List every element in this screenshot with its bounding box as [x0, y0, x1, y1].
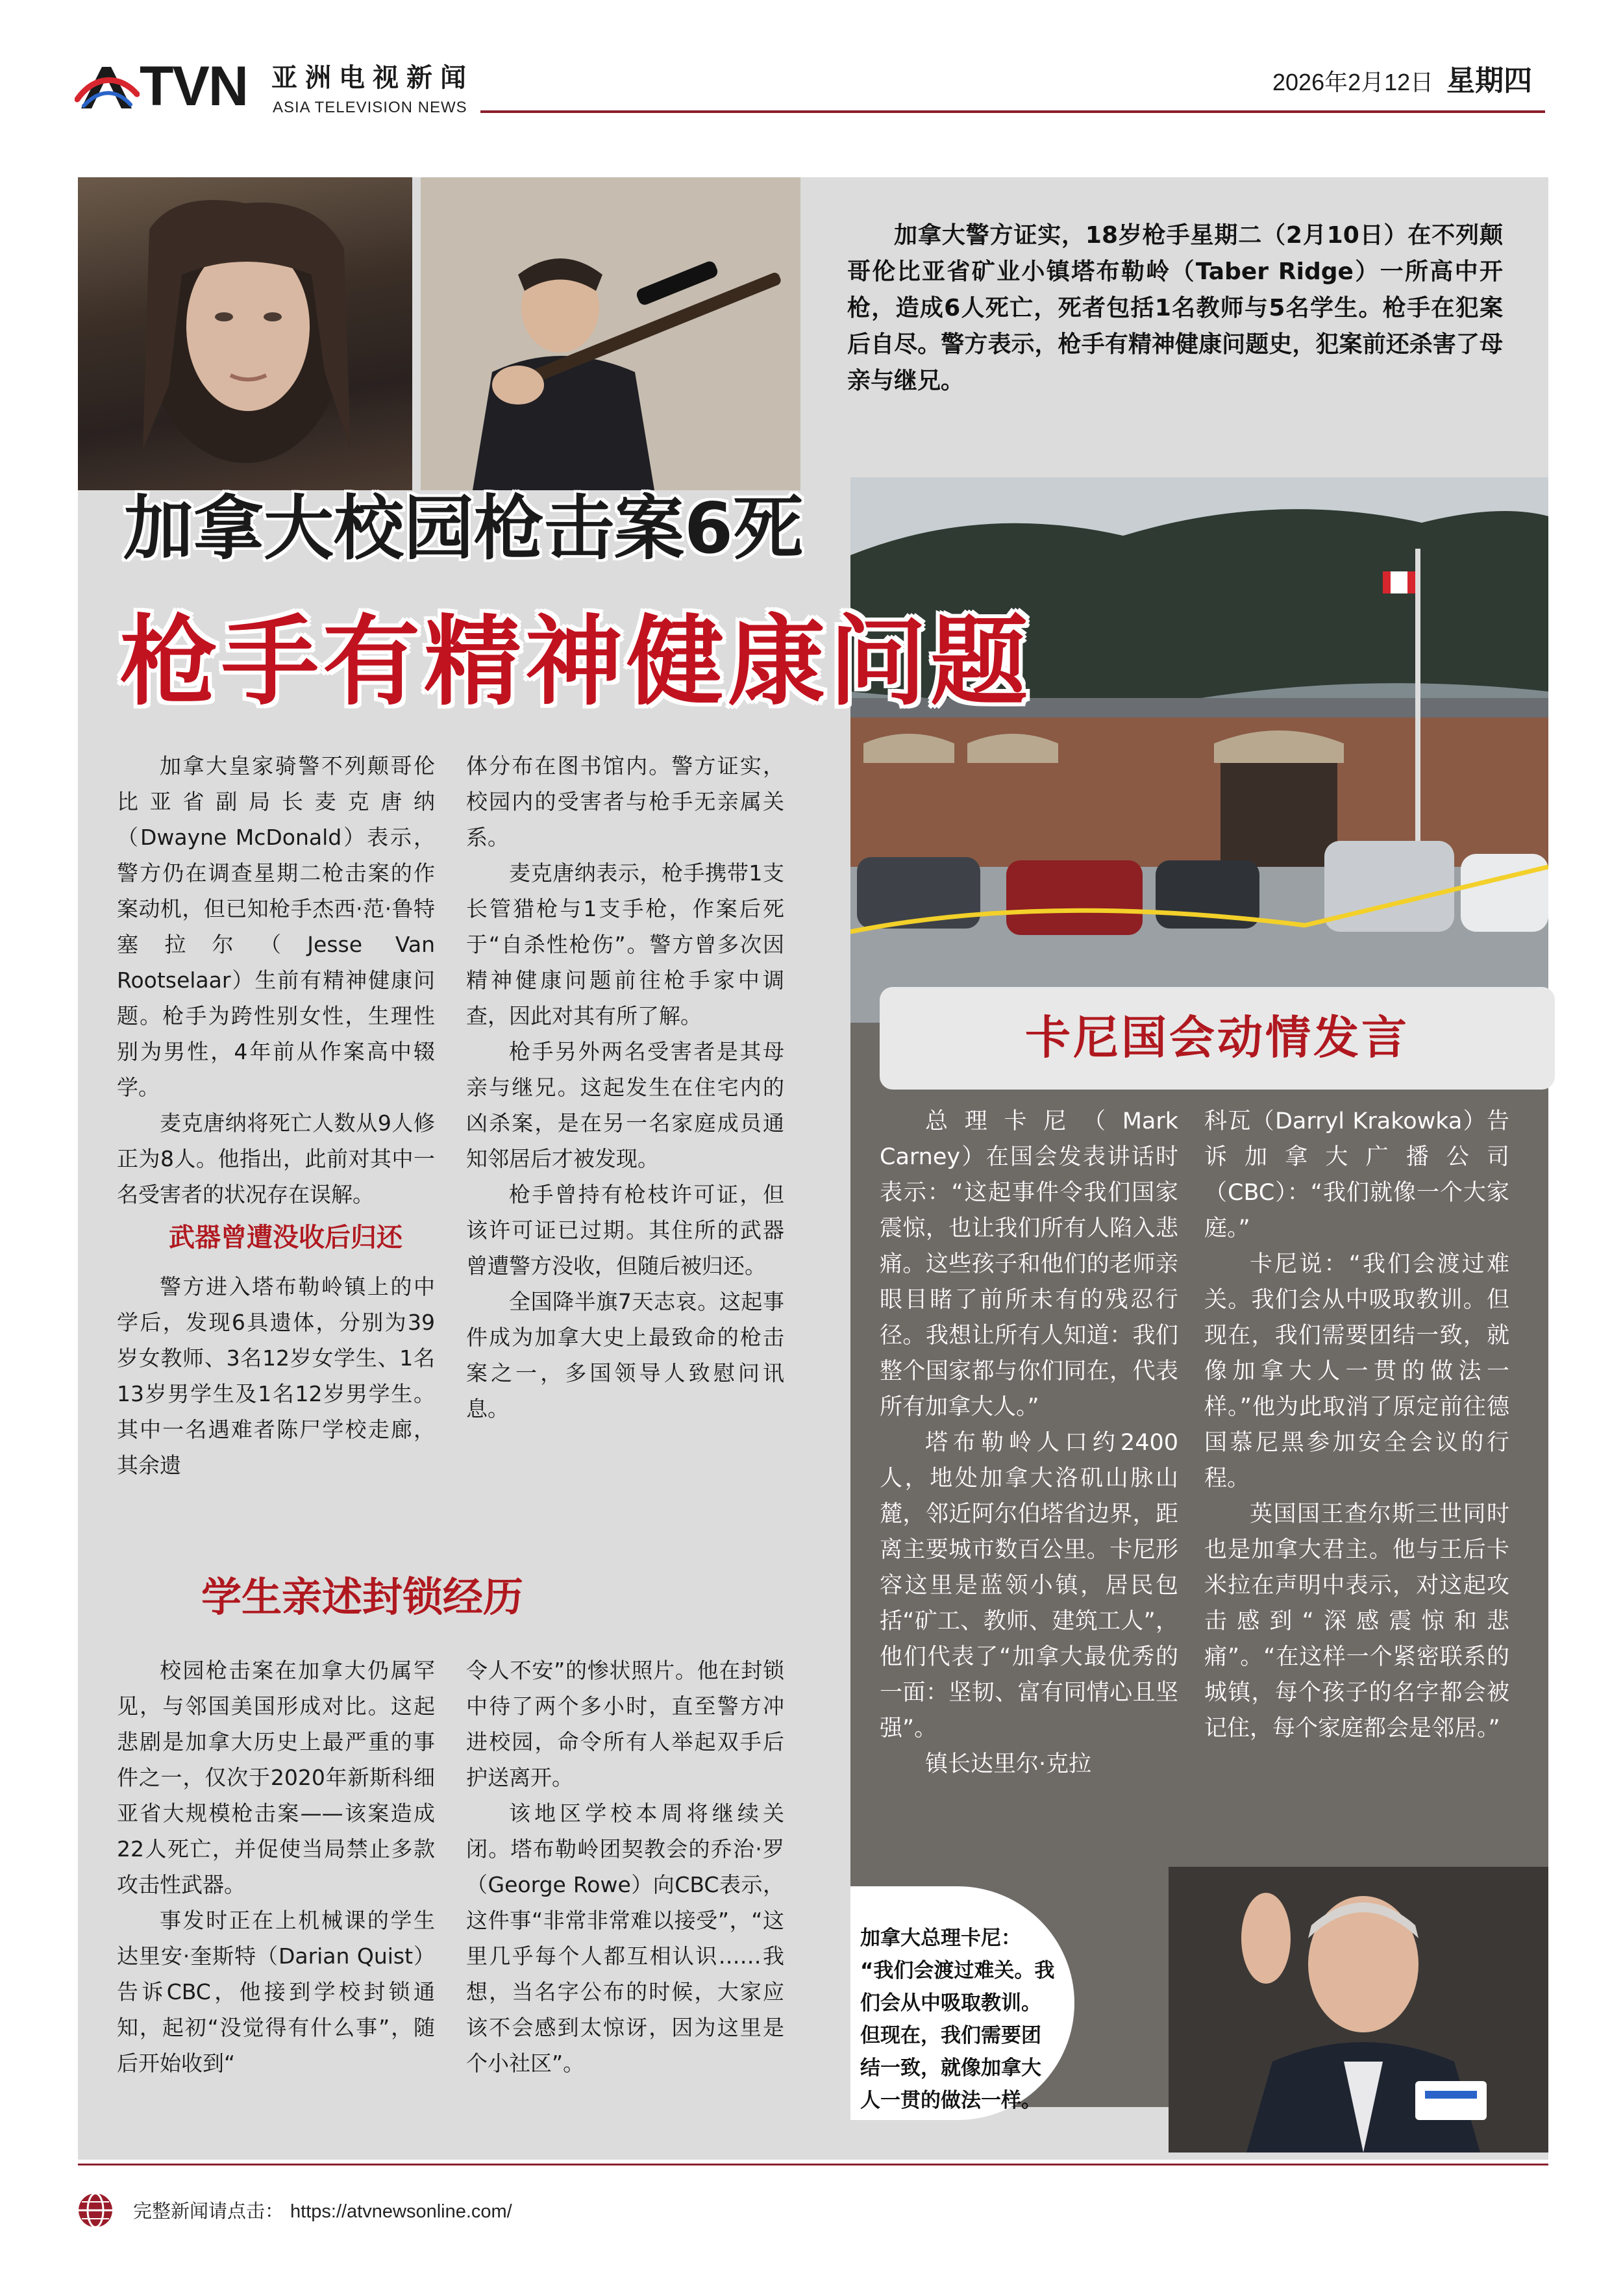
paragraph: 总理卡尼（Mark Carney）在国会发表讲话时表示：“这起事件令我们国家震惊，也让我们所有人陷入悲痛。这些孩子和他们的老师亲眼目睹了前所未有的残忍行径。我想让所有人知道：我们整个国家都与你们同在，代表所有加拿大人。”	[880, 1108, 1178, 1420]
paragraph: 枪手另外两名受害者是其母亲与继兄。这起发生在住宅内的凶杀案，是在另一名家庭成员通知邻居后才被发现。	[466, 1039, 784, 1171]
school-building-photo	[850, 477, 1548, 1023]
lead-paragraph	[847, 218, 1503, 399]
paragraph: 麦克唐纳将死亡人数从9人修正为8人。他指出，此前对其中一名受害者的状况存在误解。	[117, 1110, 435, 1207]
quote-caption: 加拿大总理卡尼：	[860, 1927, 1021, 1950]
subheading-weapons: 武器曾遭没收后归还	[169, 1223, 403, 1253]
issue-date	[1272, 67, 1532, 97]
logo-english-name: ASIA TELEVISION NEWS	[273, 99, 467, 116]
globe-icon	[77, 2191, 114, 2229]
sidebar-column-2	[1204, 1104, 1509, 1747]
header-rule	[480, 110, 1545, 113]
sidebar-title: 卡尼国会动情发言	[1025, 1011, 1409, 1064]
paragraph: 卡尼说：“我们会渡过难关。我们会从中吸取教训。但现在，我们需要团结一致，就像加拿大人一贯的做法一样。”他为此取消了原定前往德国慕尼黑参加安全会议的行程。	[1204, 1251, 1509, 1491]
paragraph: 镇长达里尔·克拉	[925, 1751, 1092, 1777]
paragraph: 加拿大皇家骑警不列颠哥伦比亚省副局长麦克唐纳（Dwayne McDonald）表示，警方仍在调查星期二枪击案的作案动机，但已知枪手杰西·范·鲁特塞拉尔（Jesse Van Rootselaar）生前有精神健康问题。枪手为跨性别女性，生理性别为男性，4年前从作案高中辍学。	[117, 753, 435, 1100]
paragraph: 麦克唐纳表示，枪手携带1支长管猎枪与1支手枪，作案后死于“自杀性枪伤”。警方曾多次因精神健康问题前往枪手家中调查，因此对其有所了解。	[466, 860, 784, 1029]
logo-chinese-name: 亚洲电视新闻	[271, 63, 474, 93]
lead-text: 加拿大警方证实，18岁枪手星期二（2月10日）在不列颠哥伦比亚省矿业小镇塔布勒岭（Taber Ridge）一所高中开枪，造成6人死亡，死者包括1名教师与5名学生。枪手在犯案后自尽。警方表示，枪手有精神健康问题史，犯案前还杀害了母亲与继兄。	[847, 222, 1503, 394]
footer-link[interactable]	[133, 2198, 512, 2225]
paragraph: 塔布勒岭人口约2400人，地处加拿大洛矶山脉山麓，邻近阿尔伯塔省边界，距离主要城市数百公里。卡尼形容这里是蓝领小镇，居民包括“矿工、教师、建筑工人”，他们代表了“加拿大最优秀的一面：坚韧、富有同情心且坚强”。	[880, 1430, 1178, 1741]
sidebar-column-1	[880, 1104, 1178, 1782]
paragraph: 警方进入塔布勒岭镇上的中学后，发现6具遗体，分别为39岁女教师、3名12岁女学生、1名13岁男学生及1名12岁男学生。其中一名遇难者陈尸学校走廊，其余遗	[117, 1274, 435, 1478]
paragraph: 枪手曾持有枪枝许可证，但该许可证已过期。其住所的武器曾遭警方没收，但随后被归还。	[466, 1182, 784, 1279]
carney-photo	[1169, 1867, 1548, 2152]
date-text: 2026年2月12日	[1272, 69, 1434, 95]
headline-line-2: 枪手有精神健康问题	[120, 606, 1032, 719]
article2-column-1	[117, 1653, 435, 2081]
section-title-lockdown: 学生亲述封锁经历	[201, 1573, 524, 1621]
logo-brand: TVN	[140, 55, 247, 118]
paragraph: 科瓦（Darryl Krakowka）告诉加拿大广播公司（CBC）：“我们就像一个大家庭。”	[1204, 1108, 1509, 1242]
shooter-portrait-photo	[78, 177, 412, 490]
paragraph: 令人不安”的惨状照片。他在封锁中待了两个多小时，直至警方冲进校园，命令所有人举起双手后护送离开。	[466, 1658, 784, 1790]
footer-rule	[78, 2164, 1548, 2165]
article2-column-2	[466, 1653, 784, 2081]
paragraph: 全国降半旗7天志哀。这起事件成为加拿大史上最致命的枪击案之一，多国领导人致慰问讯息。	[466, 1289, 784, 1421]
weekday-text: 星期四	[1446, 65, 1533, 97]
paragraph: 该地区学校本周将继续关闭。塔布勒岭团契教会的乔治·罗（George Rowe）向CBC表示，这件事“非常非常难以接受”，“这里几乎每个人都互相认识……我想，当名字公布的时候，大家应该不会感到太惊讶，因为这里是个小社区”。	[466, 1801, 784, 2076]
footer-url[interactable]: https://atvnewsonline.com/	[290, 2201, 512, 2222]
paragraph: 事发时正在上机械课的学生达里安·奎斯特（Darian Quist）告诉CBC，他接到学校封锁通知，起初“没觉得有什么事”，随后开始收到“	[117, 1908, 435, 2076]
paragraph: 校园枪击案在加拿大仍属罕见，与邻国美国形成对比。这起悲剧是加拿大历史上最严重的事件之一，仅次于2020年新斯科细亚省大规模枪击案——该案造成22人死亡，并促使当局禁止多款攻击性武器。	[117, 1658, 435, 1897]
footer-label: 完整新闻请点击：	[133, 2200, 284, 2222]
paragraph: 体分布在图书馆内。警方证实，校园内的受害者与枪手无亲属关系。	[466, 753, 784, 850]
carney-quote	[860, 1922, 1055, 2117]
headline-line-1: 加拿大校园枪击案6死	[123, 488, 804, 569]
article1-column-1	[117, 748, 435, 1483]
shooter-rifle-photo	[421, 177, 800, 490]
quote-text: “我们会渡过难关。我们会从中吸取教训。但现在，我们需要团结一致，就像加拿大人一贯的做法一样。	[860, 1959, 1055, 2112]
atvn-logo-icon	[75, 62, 140, 114]
paragraph: 英国国王查尔斯三世同时也是加拿大君主。他与王后卡米拉在声明中表示，对这起攻击感到“深感震惊和悲痛”。“在这样一个紧密联系的城镇，每个孩子的名字都会被记住，每个家庭都会是邻居。”	[1204, 1501, 1509, 1741]
article1-column-2	[466, 748, 784, 1427]
